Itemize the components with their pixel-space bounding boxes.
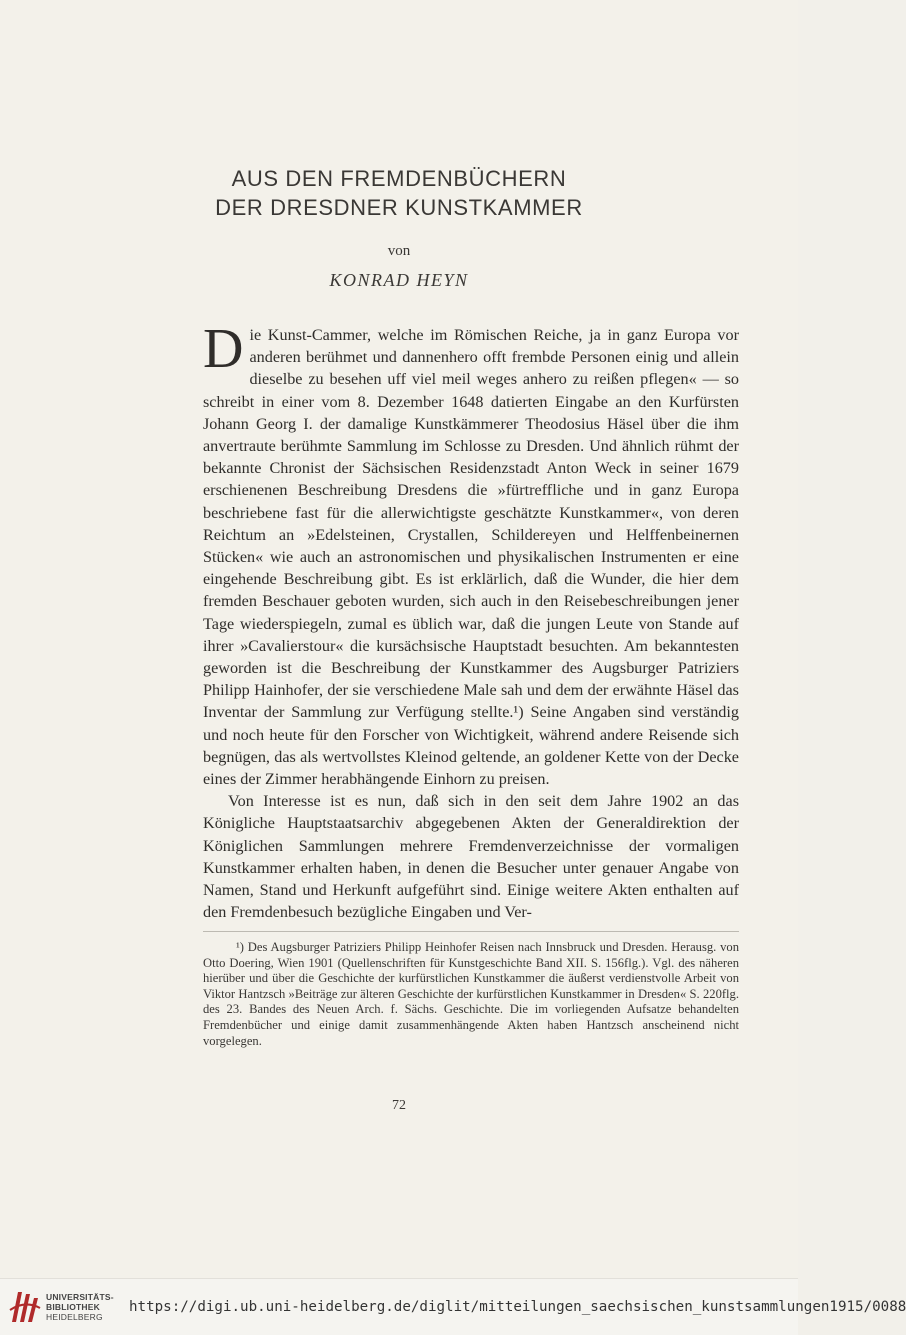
article-body xyxy=(203,318,739,923)
drop-cap: D xyxy=(203,318,244,380)
library-name-line-3: HEIDELBERG xyxy=(46,1312,103,1322)
library-name-line-2: BIBLIOTHEK xyxy=(46,1302,100,1312)
page-number: 72 xyxy=(392,1098,406,1113)
permalink-url[interactable]: https://digi.ub.uni-heidelberg.de/diglit/mitteilungen_saechsischen_kunstsammlungen1915/0088 xyxy=(129,1299,906,1315)
ub-heidelberg-logo-icon[interactable] xyxy=(8,1288,42,1326)
paragraph-1-text: ie Kunst-Cammer, welche im Römischen Reiche, ja in ganz Europa vor anderen berühmet und dannenhero offt frembde Personen einig und allein dieselbe zu besehen uff viel meil weges anhero zu reißen pflegen« — so schreibt in einer vom 8. Dezember 1648 datierten Eingabe an den Kurfürsten Johann Georg I. der damalige Kunstkämmerer Theodosius Häsel über die ihm anvertraute berühmte Sammlung im Schlosse zu Dresden. Und ähnlich rühmt der bekannte Chronist der Sächsischen Residenzstadt Anton Weck in seiner 1679 erschienenen Beschreibung Dresdens die »fürtreffliche und in ganz Europa beschriebene fast für die allerwichtigste geschätzte Kunstkammer«, von deren Reichtum an »Edelsteinen, Crystallen, Schildereyen und Helffenbeinernen Stücken« wie auch an astronomischen und physikalischen Instrumenten er eine eingehende Beschreibung gibt. Es ist erklärlich, daß die Wunder, die hier dem fremden Beschauer geboten wurden, sich auch in den Reisebeschreibungen jener Tage wiederspiegeln, zumal es üblich war, daß die jungen Leute von Stande auf ihrer »Cavalierstour« die kursächsische Hauptstadt besuchten. Am bekanntesten geworden ist die Beschreibung der Kunstkammer des Augsburger Patriziers Philipp Hainhofer, der sie verschiedene Male sah und dem der erwähnte Häsel das Inventar der Sammlung zur Verfügung stellte.¹) Seine Angaben sind verständig und noch heute für den Forscher von Wichtigkeit, während andere Reisende sich begnügen, das als wertvollstes Kleinod geltende, an goldener Kette von der Decke eines der Zimmer herabhängende Einhorn zu preisen. xyxy=(203,326,739,789)
library-name-line-1: UNIVERSITÄTS- xyxy=(46,1292,114,1302)
footnote-text: ¹) Des Augsburger Patriziers Philipp Heinhofer Reisen nach Innsbruck und Dresden. Herausg. von Otto Doering, Wien 1901 (Quellenschriften für Kunstgeschichte Band XII. S. 156flg.). Vgl. des näheren hierüber und über die Geschichte der kurfürstlichen Kunstkammer die äußerst verdienstvolle Arbeit von Viktor Hantzsch »Beiträge zur älteren Geschichte der kurfürstlichen Kunstkammer in Dresden« S. 220flg. des 23. Bandes des Neuen Arch. f. Sächs. Geschichte. Die im vorliegenden Aufsatze behandelten Fremdenbücher und einige damit zusammenhängende Akten haben Hantzsch anscheinend nicht vorgelegen. xyxy=(203,940,739,1048)
paragraph-1 xyxy=(203,318,739,790)
byline-von: von xyxy=(387,243,411,259)
paragraph-2: Von Interesse ist es nun, daß sich in den seit dem Jahre 1902 an das Königliche Hauptstaatsarchiv abgegebenen Akten der Generaldirektion der Königlichen Sammlungen mehrere Fremdenverzeichnisse der vormaligen Kunstkammer erhalten haben, in denen die Besucher unter genauer Angabe von Namen, Stand und Herkunft aufgeführt sind. Einige weitere Akten enthalten auf den Fremdenbesuch bezügliche Eingaben und Ver- xyxy=(203,792,739,922)
author-name: KONRAD HEYN xyxy=(329,270,469,290)
library-name[interactable] xyxy=(46,1292,114,1322)
article-title-line-2: DER DRESDNER KUNSTKAMMER xyxy=(215,195,583,220)
footnote xyxy=(203,940,739,1049)
viewer-footer xyxy=(0,1278,906,1335)
footnote-divider xyxy=(203,931,739,932)
article-title-line-1: AUS DEN FREMDENBÜCHERN xyxy=(231,166,567,191)
